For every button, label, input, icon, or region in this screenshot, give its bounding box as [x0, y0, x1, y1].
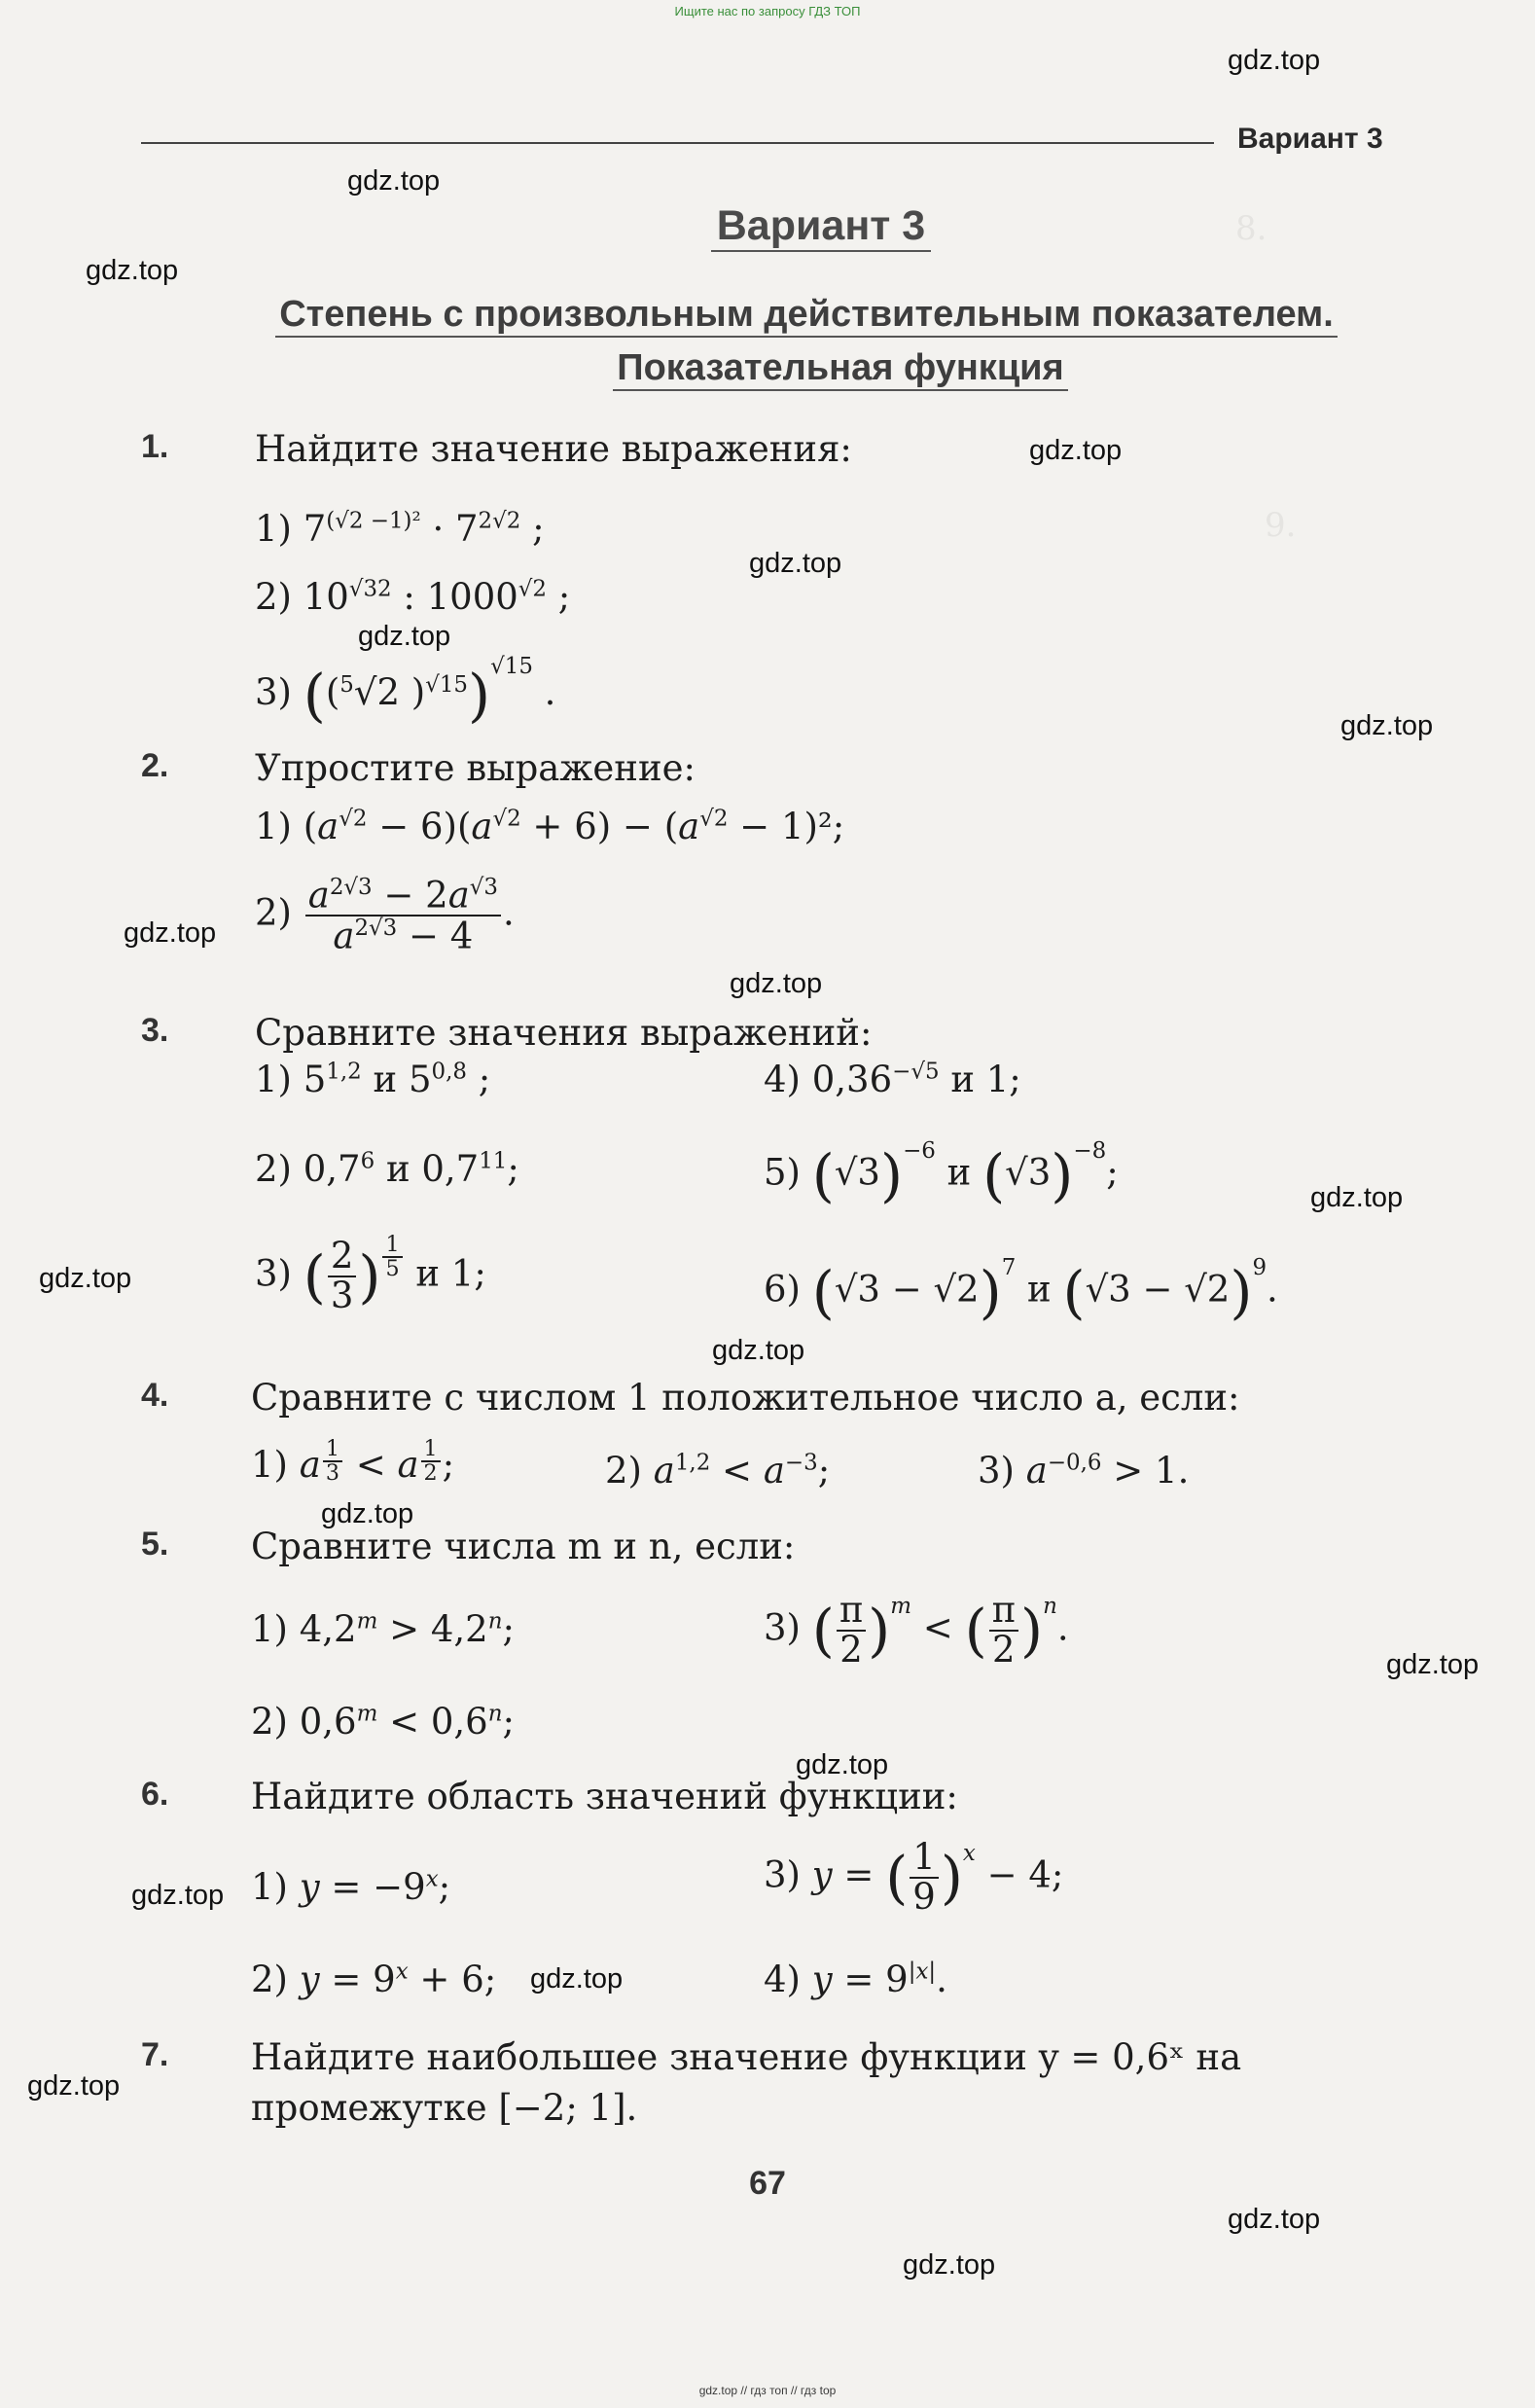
task-6-item-1: 1) $y = -9^x$; [251, 1866, 451, 1908]
task-5-item-2: 2) $0,6^m < 0,6^n$; [251, 1701, 515, 1743]
task-2-item-2: 2) $\frac{a^{2√3} - 2a^{√3}}{a^{2√3} - 4}$ . [255, 874, 515, 957]
bleed-through-text: 9. [1265, 506, 1297, 545]
task-1-item-1: 1) $7^{(√2 -1)^2} \cdot 7^{2√2}$ ; [255, 508, 545, 550]
task-3-item-6: 6) $(√3 - √2)^7$ и $(√3 - √2)^9$. [764, 1255, 1278, 1326]
task-3-item-5: 5) $(√3)^{-6}$ и $(√3)^{-8}$; [764, 1138, 1119, 1209]
task-4-item-1: 1) a $\frac{1}{3}$ < a $\frac{1}{2}$ ; [251, 1436, 455, 1487]
task-2-text: Упростите выражение: [255, 747, 696, 789]
task-3-item-1: 1) 5$^{1,2}$ и 5$^{0,8}$ ; [255, 1059, 491, 1100]
task-7-text-line2: промежутке [−2; 1]. [251, 2087, 638, 2129]
footer-banner: gdz.top // гдз топ // гдз top [698, 2384, 837, 2397]
task-5-item-1: 1) $4,2^m > 4,2^n$; [251, 1608, 515, 1650]
bleed-through-text: 8. [1235, 209, 1267, 248]
task-4-number: 4. [141, 1377, 169, 1414]
watermark-15: gdz.top [796, 1749, 889, 1780]
task-6-item-2: 2) $y = 9^x + 6$; [251, 1959, 497, 2000]
task-3-item-3: 3) ( $\frac{2}{3}$ ) $\frac{1}{5}$ и 1; [255, 1232, 486, 1317]
task-6-item-3: 3) y = ( $\frac{1}{9}$ )$^x$ − 4; [764, 1836, 1064, 1918]
watermark-13: gdz.top [321, 1498, 414, 1529]
watermark-3: gdz.top [86, 255, 179, 286]
task-1-item-3: 3) (($^5$√2 )$^{√15}$)$^{√15}$ . [255, 654, 556, 729]
section-subtitle-line2: Показательная функция [0, 347, 1535, 391]
task-2-number: 2. [141, 747, 169, 784]
watermark-10: gdz.top [1310, 1182, 1404, 1213]
task-5-item-3: 3) ( $\frac{\pi}{2}$ )$^m$ < ( $\frac{\pi}{2}$ )$^n$. [764, 1589, 1069, 1671]
task-3-number: 3. [141, 1012, 169, 1049]
task-6-number: 6. [141, 1776, 169, 1813]
task-4-item-2: 2) $a^{1,2} < a^{-3}$; [605, 1450, 831, 1492]
watermark-9: gdz.top [730, 968, 823, 999]
watermark-11: gdz.top [39, 1263, 132, 1294]
task-3-item-4: 4) $0,36^{-√5}$ и 1; [764, 1059, 1021, 1100]
task-1-number: 1. [141, 428, 169, 465]
watermark-7: gdz.top [1340, 710, 1434, 741]
task-4-text: Сравните с числом 1 положительное число a, если: [251, 1377, 1240, 1419]
watermark-12: gdz.top [712, 1335, 805, 1366]
task-4-item-3: 3) $a^{-0,6} > 1$. [978, 1450, 1190, 1492]
top-banner: Ищите нас по запросу ГДЗ ТОП [674, 4, 861, 18]
watermark-4: gdz.top [1029, 435, 1123, 466]
watermark-17: gdz.top [530, 1963, 624, 1995]
task-6-item-4: 4) $y = 9^{|x|}$. [764, 1959, 947, 2000]
watermark-5: gdz.top [749, 548, 842, 579]
task-1-item-2: 2) $10^{√32}$ : $1000^{√2}$ ; [255, 576, 571, 618]
task-2-item-1: 1) $(a^{√2} - 6)(a^{√2} + 6) - (a^{√2} - 1)^2$; [255, 806, 845, 847]
task-6-text: Найдите область значений функции: [251, 1776, 958, 1817]
watermark-8: gdz.top [124, 917, 217, 949]
task-5-text: Сравните числа m и n, если: [251, 1526, 796, 1567]
variant-title: Вариант 3 [0, 202, 1535, 252]
task-5-number: 5. [141, 1526, 169, 1563]
watermark-14: gdz.top [1386, 1649, 1480, 1680]
watermark-6: gdz.top [358, 621, 451, 652]
task-3-text: Сравните значения выражений: [255, 1012, 873, 1054]
task-7-text-line1: Найдите наибольшее значение функции y = 0,6ˣ на [251, 2036, 1242, 2078]
task-1-text: Найдите значение выражения: [255, 428, 852, 470]
watermark-20: gdz.top [903, 2249, 996, 2281]
header-rule [141, 142, 1214, 144]
watermark-19: gdz.top [1228, 2204, 1321, 2235]
section-subtitle-line1: Степень с произвольным действительным показателем. [0, 294, 1535, 338]
task-3-item-2: 2) $0,7^6$ и $0,7^{11}$; [255, 1148, 519, 1190]
task-7-number: 7. [141, 2036, 169, 2073]
running-header: Вариант 3 [1237, 123, 1383, 155]
watermark-18: gdz.top [27, 2070, 121, 2102]
watermark-2: gdz.top [347, 165, 441, 197]
page-number: 67 [749, 2165, 786, 2202]
watermark-1: gdz.top [1228, 45, 1321, 76]
watermark-16: gdz.top [131, 1880, 225, 1911]
